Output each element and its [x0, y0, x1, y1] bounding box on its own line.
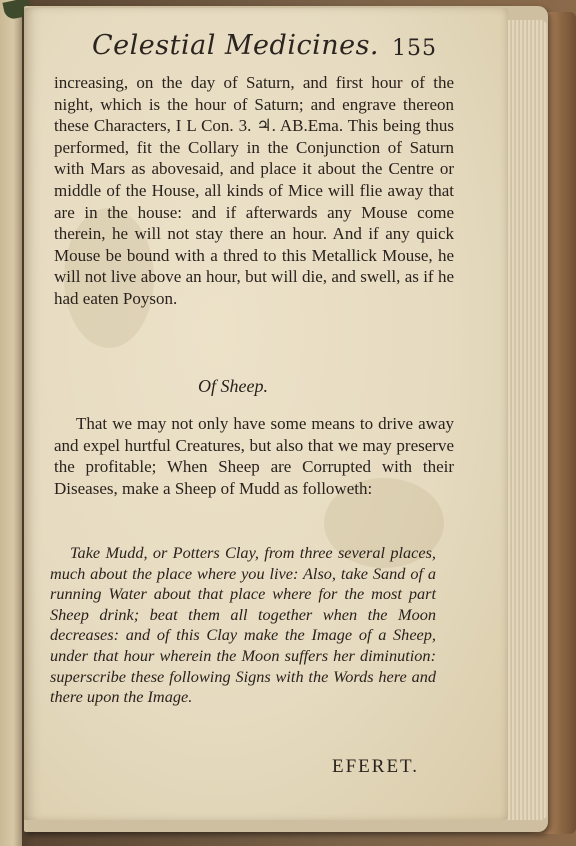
paragraph-mouse: increasing, on the day of Saturn, and first hour of the night, which is the hour of Saturn; and engrave thereon these Characters, I L Con. 3. ♃. AB.Ema. This being thus performed, fit the Collary in the Conjunction of Saturn with Mars as abovesaid, and place it about the Centre or middle of the House, all kinds of Mice will flie away that are in the house: and if afterwards any Mouse come therein, he will not stay there an hour. And if any quick Mouse be bound with a thred to this Metallick Mouse, he will not live above an hour, but will die, and swell, as if he had eaten Poyson.: [54, 73, 454, 308]
facing-page-edge: [0, 0, 22, 846]
paragraph-sheep-intro: That we may not only have some means to drive away and expel hurtful Creatures, but also that we may preserve the profitable; When Sheep are Corrupted with their Diseases, make a Sheep of Mudd as followeth:: [54, 414, 454, 498]
running-head: Celestial Medicines.: [92, 30, 380, 61]
section-heading: Of Sheep.: [198, 376, 268, 396]
paragraph-sheep-recipe: Take Mudd, or Potters Clay, from three several places, much about the place where you live: Also, take Sand of a running Water about that place where for the most part Sheep drink; beat them all together when the Moon decreases: and of this Clay make the Image of a Sheep, under that hour wherein the Moon suffers her diminution: superscribe these following Signs with the Words here and there upon the Image.: [50, 543, 436, 707]
catchword: EFERET.: [332, 756, 420, 777]
book-page: [24, 8, 508, 820]
page-number: 155: [392, 36, 437, 61]
